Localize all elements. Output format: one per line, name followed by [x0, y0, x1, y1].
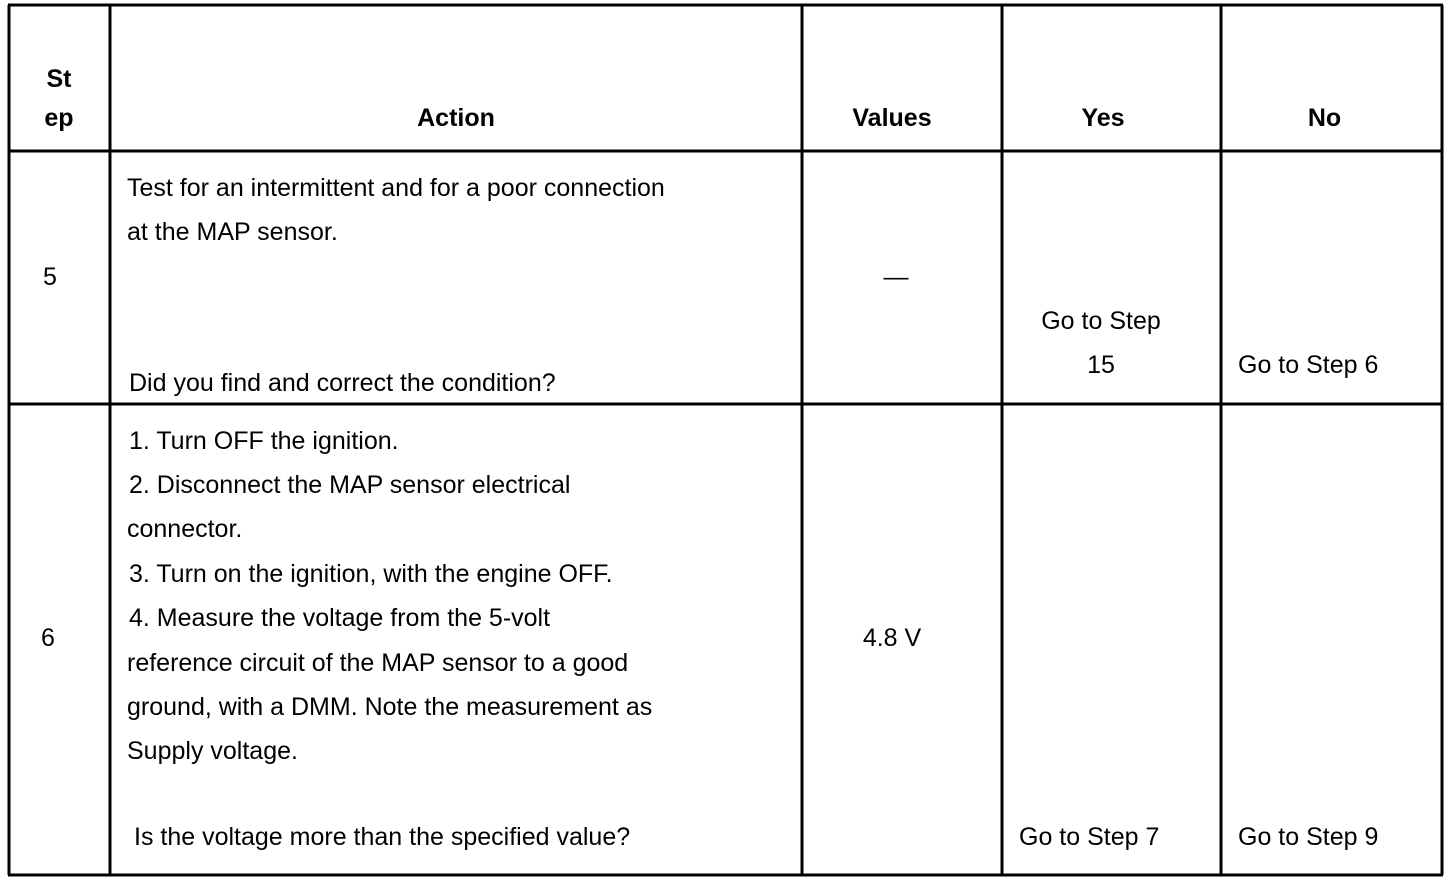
row6-no: Go to Step 9 [1238, 823, 1379, 851]
row6-action-line: 1. Turn OFF the ignition. [129, 427, 399, 455]
row6-action-line: 2. Disconnect the MAP sensor electrical [129, 471, 571, 499]
row6-step: 6 [41, 624, 55, 652]
row5-step: 5 [43, 263, 57, 291]
row5-action-line: Test for an intermittent and for a poor connection [127, 174, 665, 202]
row5-yes-line2: 15 [1087, 351, 1115, 379]
header-step-line2: ep [44, 104, 74, 132]
header-yes: Yes [1081, 104, 1125, 132]
row5-action-line: at the MAP sensor. [127, 218, 338, 246]
row6-action-line: ground, with a DMM. Note the measurement as [127, 693, 653, 721]
row6-action-line: reference circuit of the MAP sensor to a good [127, 649, 629, 677]
row6-yes: Go to Step 7 [1019, 823, 1160, 851]
row6-action-line: Supply voltage. [127, 737, 298, 765]
row6-action-line: connector. [127, 515, 243, 543]
row5-yes-line1: Go to Step [1041, 307, 1161, 335]
row5-value: — [883, 263, 909, 291]
row5-question: Did you find and correct the condition? [129, 369, 556, 397]
header-step-line1: St [46, 65, 72, 93]
row6-value: 4.8 V [862, 624, 922, 652]
row5-no: Go to Step 6 [1238, 351, 1379, 379]
row6-action-line: 4. Measure the voltage from the 5-volt [129, 604, 551, 632]
header-values: Values [852, 104, 932, 132]
header-no: No [1307, 104, 1342, 132]
header-action: Action [417, 104, 495, 132]
row6-question: Is the voltage more than the specified value? [134, 823, 631, 851]
row6-action-line: 3. Turn on the ignition, with the engine OFF. [129, 560, 613, 588]
